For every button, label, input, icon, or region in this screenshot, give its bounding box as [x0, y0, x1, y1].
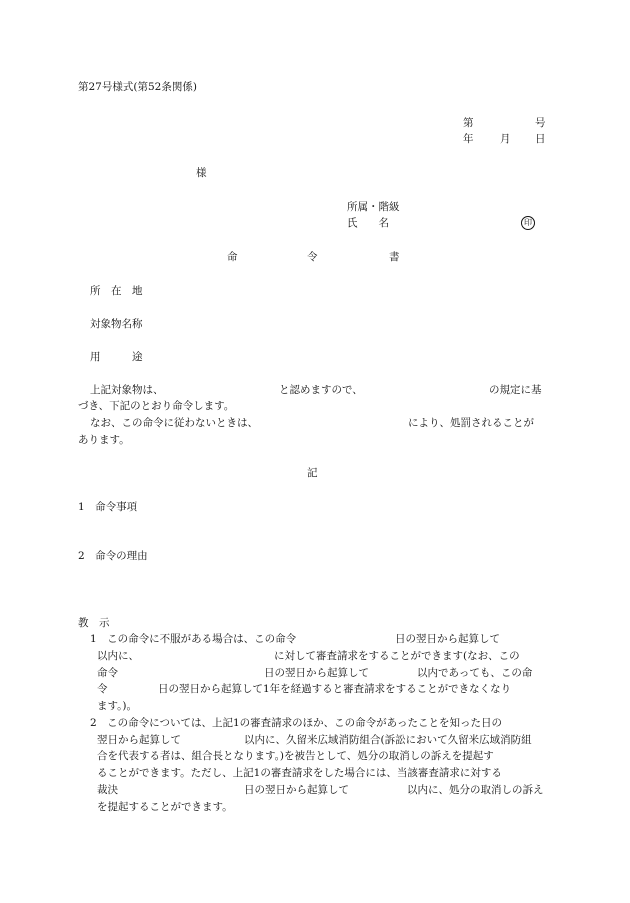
- item-1: 1 命令事項: [78, 501, 138, 513]
- kyouji-1-line-3b: 日の翌日から起算して: [264, 667, 369, 679]
- item-2: 2 命令の理由: [78, 550, 148, 562]
- addressee-sama: 様: [196, 167, 207, 179]
- date-day: 日: [535, 133, 546, 145]
- number-suffix: 号: [535, 117, 546, 129]
- kyouji-1-line-4a: 令: [97, 683, 108, 695]
- kyouji-1-line-3c: 以内であっても、この命: [417, 667, 533, 679]
- kyouji-2-line-3: 合を代表する者は、組合長となります。)を被告として、処分の取消しの訴えを提起す: [97, 750, 494, 762]
- body-line-1c: の規定に基: [489, 384, 542, 396]
- issuer-name-label: 氏 名: [347, 217, 389, 229]
- seal-icon: 印: [521, 216, 535, 230]
- number-prefix: 第: [463, 117, 474, 129]
- field-location: 所 在 地: [90, 285, 143, 297]
- kyouji-1-line-2b: に対して審査請求をすることができます(なお、この: [274, 650, 520, 662]
- kyouji-2-line-1: 2 この命令については、上記1の審査請求のほか、この命令があったことを知った日の: [90, 717, 503, 729]
- issuer-affiliation-label: 所属・階級: [347, 201, 400, 213]
- doc-title-char-2: 令: [307, 251, 318, 263]
- doc-title-char-1: 命: [227, 251, 238, 263]
- body-line-2: づき、下記のとおり命令します。: [78, 400, 235, 412]
- body-line-3a: なお、この命令に従わないときは、: [90, 417, 258, 429]
- kyouji-1-line-3a: 命令: [97, 667, 118, 679]
- form-title: 第27号様式(第52条関係): [78, 81, 197, 93]
- kyouji-2-line-6: を提起することができます。: [97, 801, 233, 813]
- doc-title-char-3: 書: [389, 251, 400, 263]
- kyouji-2-line-2b: 以内に、久留米広域消防組合(訴訟において久留米広域消防組: [244, 734, 532, 746]
- kyouji-1-line-5: ます。)。: [97, 700, 138, 712]
- body-line-1a: 上記対象物は、: [90, 384, 164, 396]
- kyouji-2-line-2a: 翌日から起算して: [97, 734, 181, 746]
- body-line-4: あります。: [78, 434, 130, 446]
- date-month: 月: [500, 133, 511, 145]
- body-line-3b: により、処罰されることが: [408, 417, 534, 429]
- field-use: 用 途: [90, 351, 143, 363]
- kyouji-2-line-4: ることができます。ただし、上記1の審査請求をした場合には、当該審査請求に対する: [97, 767, 502, 779]
- field-object-name: 対象物名称: [90, 318, 143, 330]
- seal-mark: [521, 216, 535, 230]
- body-line-1b: と認めますので、: [279, 384, 363, 396]
- kyouji-1-line-2a: 以内に、: [97, 650, 139, 662]
- kyouji-2-line-5a: 裁決: [97, 784, 118, 796]
- kyouji-2-line-5c: 以内に、処分の取消しの訴え: [407, 784, 544, 796]
- kyouji-2-line-5b: 日の翌日から起算して: [244, 784, 349, 796]
- kyouji-1-line-1a: 1 この命令に不服がある場合は、この命令: [90, 633, 297, 645]
- kyouji-1-line-1b: 日の翌日から起算して: [395, 633, 500, 645]
- ki-heading: 記: [307, 467, 318, 479]
- date-year: 年: [463, 133, 474, 145]
- kyouji-1-line-4b: 日の翌日から起算して1年を経過すると審査請求をすることができなくなり: [158, 683, 512, 695]
- kyouji-title: 教 示: [78, 617, 110, 629]
